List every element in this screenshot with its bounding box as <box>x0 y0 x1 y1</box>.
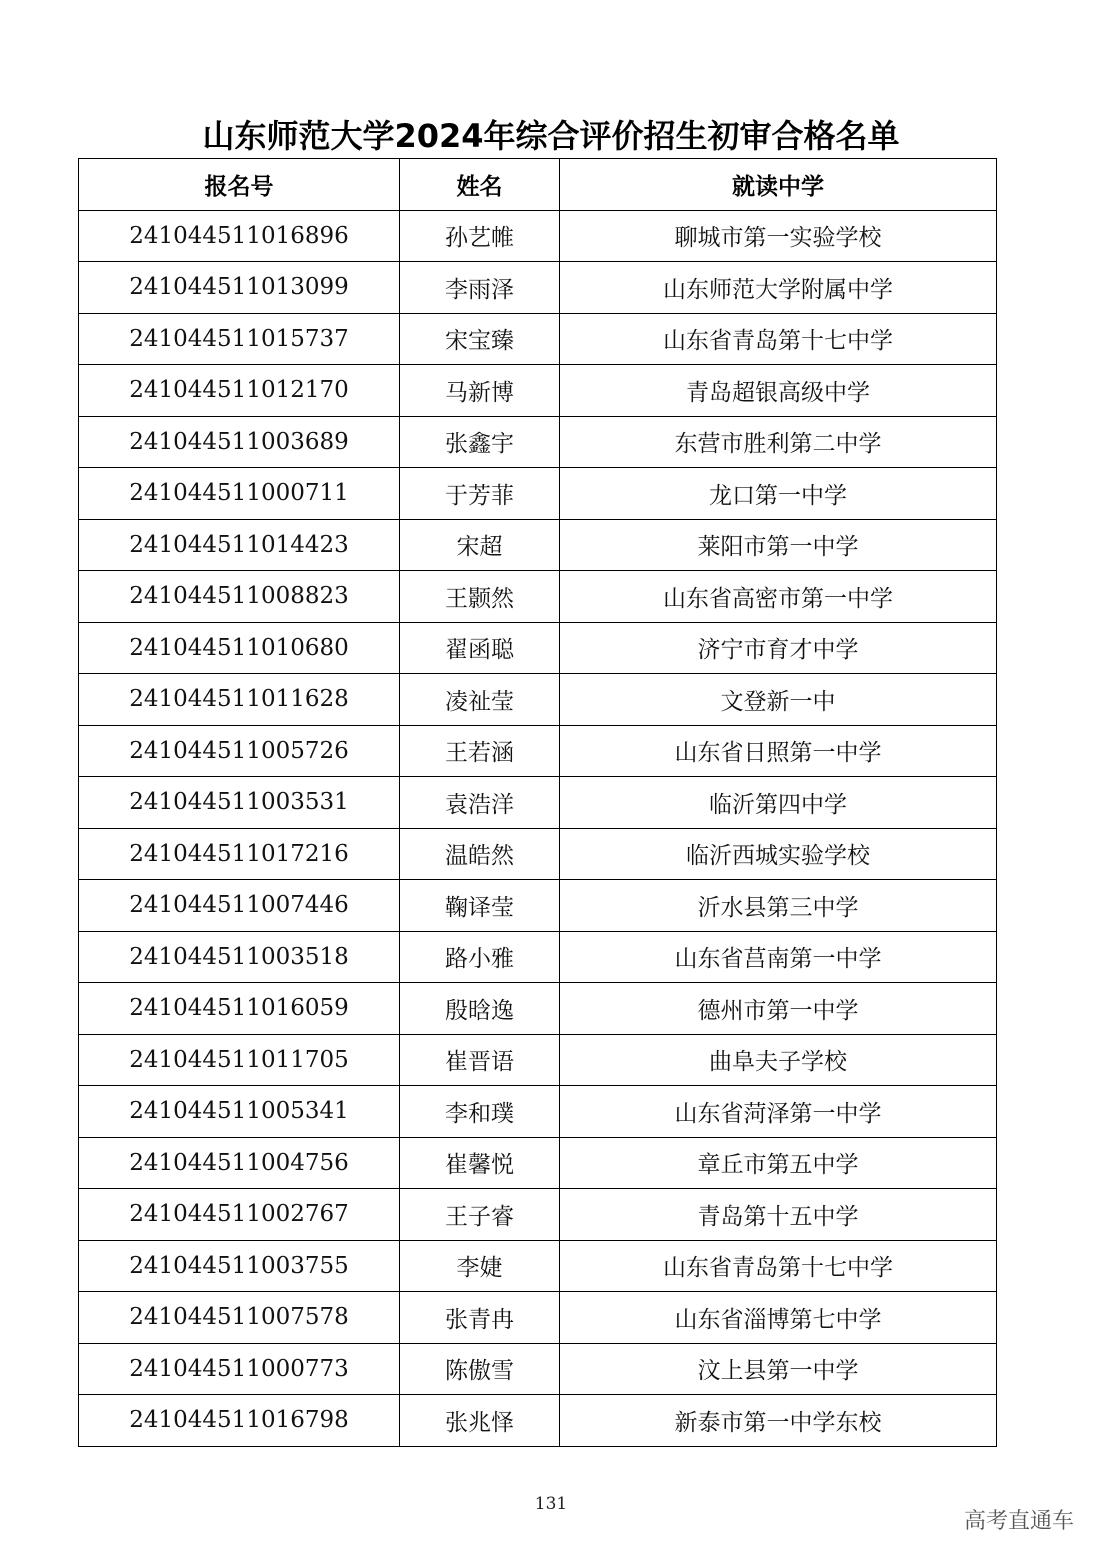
cell-student-name: 温皓然 <box>400 828 560 880</box>
table-row <box>79 210 997 262</box>
cell-student-name: 马新博 <box>400 365 560 417</box>
table-row <box>79 1034 997 1086</box>
table-row <box>79 468 997 520</box>
document-title: 山东师范大学2024年综合评价招生初审合格名单 <box>202 117 900 155</box>
table-row <box>79 1137 997 1189</box>
table-row <box>79 416 997 468</box>
header-school: 就读中学 <box>560 159 997 211</box>
cell-registration-number: 241044511012170 <box>79 365 400 417</box>
table-row <box>79 1189 997 1241</box>
cell-registration-number: 241044511003755 <box>79 1240 400 1292</box>
table-row <box>79 571 997 623</box>
cell-school: 德州市第一中学 <box>560 983 997 1035</box>
cell-student-name: 宋宝臻 <box>400 313 560 365</box>
cell-registration-number: 241044511016059 <box>79 983 400 1035</box>
cell-school: 东营市胜利第二中学 <box>560 416 997 468</box>
table-row <box>79 880 997 932</box>
table-row <box>79 777 997 829</box>
cell-student-name: 殷晗逸 <box>400 983 560 1035</box>
cell-registration-number: 241044511007446 <box>79 880 400 932</box>
table-row <box>79 622 997 674</box>
table-row <box>79 931 997 983</box>
cell-student-name: 于芳菲 <box>400 468 560 520</box>
cell-school: 莱阳市第一中学 <box>560 519 997 571</box>
table-body <box>79 210 997 1446</box>
cell-registration-number: 241044511000773 <box>79 1343 400 1395</box>
cell-student-name: 张鑫宇 <box>400 416 560 468</box>
cell-school: 山东省菏泽第一中学 <box>560 1086 997 1138</box>
cell-registration-number: 241044511016896 <box>79 210 400 262</box>
table-row <box>79 1292 997 1344</box>
cell-student-name: 张青冉 <box>400 1292 560 1344</box>
cell-registration-number: 241044511010680 <box>79 622 400 674</box>
cell-registration-number: 241044511003531 <box>79 777 400 829</box>
cell-registration-number: 241044511003689 <box>79 416 400 468</box>
cell-school: 沂水县第三中学 <box>560 880 997 932</box>
cell-student-name: 翟函聪 <box>400 622 560 674</box>
cell-student-name: 李婕 <box>400 1240 560 1292</box>
cell-school: 文登新一中 <box>560 674 997 726</box>
cell-registration-number: 241044511007578 <box>79 1292 400 1344</box>
cell-student-name: 李和璞 <box>400 1086 560 1138</box>
cell-registration-number: 241044511017216 <box>79 828 400 880</box>
cell-school: 青岛超银高级中学 <box>560 365 997 417</box>
table-row <box>79 365 997 417</box>
cell-school: 山东省莒南第一中学 <box>560 931 997 983</box>
qualified-list-table <box>78 158 997 1447</box>
cell-registration-number: 241044511005726 <box>79 725 400 777</box>
cell-school: 山东省青岛第十七中学 <box>560 1240 997 1292</box>
cell-student-name: 王颢然 <box>400 571 560 623</box>
cell-registration-number: 241044511016798 <box>79 1395 400 1447</box>
cell-student-name: 宋超 <box>400 519 560 571</box>
cell-registration-number: 241044511002767 <box>79 1189 400 1241</box>
cell-registration-number: 241044511005341 <box>79 1086 400 1138</box>
cell-school: 曲阜夫子学校 <box>560 1034 997 1086</box>
header-name: 姓名 <box>400 159 560 211</box>
cell-student-name: 陈傲雪 <box>400 1343 560 1395</box>
table-row <box>79 262 997 314</box>
cell-student-name: 凌祉莹 <box>400 674 560 726</box>
cell-student-name: 张兆怿 <box>400 1395 560 1447</box>
table-row <box>79 1240 997 1292</box>
cell-school: 济宁市育才中学 <box>560 622 997 674</box>
table-row <box>79 983 997 1035</box>
cell-school: 山东省淄博第七中学 <box>560 1292 997 1344</box>
cell-student-name: 王若涵 <box>400 725 560 777</box>
cell-registration-number: 241044511004756 <box>79 1137 400 1189</box>
cell-student-name: 王子睿 <box>400 1189 560 1241</box>
cell-student-name: 孙艺帷 <box>400 210 560 262</box>
table-row <box>79 674 997 726</box>
cell-registration-number: 241044511015737 <box>79 313 400 365</box>
cell-registration-number: 241044511011628 <box>79 674 400 726</box>
cell-registration-number: 241044511013099 <box>79 262 400 314</box>
cell-school: 汶上县第一中学 <box>560 1343 997 1395</box>
table-row <box>79 1343 997 1395</box>
cell-school: 新泰市第一中学东校 <box>560 1395 997 1447</box>
cell-student-name: 鞠译莹 <box>400 880 560 932</box>
cell-school: 青岛第十五中学 <box>560 1189 997 1241</box>
cell-school: 山东师范大学附属中学 <box>560 262 997 314</box>
cell-registration-number: 241044511000711 <box>79 468 400 520</box>
header-registration-number: 报名号 <box>79 159 400 211</box>
cell-school: 临沂第四中学 <box>560 777 997 829</box>
cell-school: 龙口第一中学 <box>560 468 997 520</box>
cell-student-name: 李雨泽 <box>400 262 560 314</box>
cell-school: 临沂西城实验学校 <box>560 828 997 880</box>
cell-school: 山东省高密市第一中学 <box>560 571 997 623</box>
cell-registration-number: 241044511008823 <box>79 571 400 623</box>
table-row <box>79 313 997 365</box>
table-row <box>79 725 997 777</box>
table-row <box>79 1395 997 1447</box>
table-row <box>79 519 997 571</box>
page-number: 131 <box>534 1494 568 1514</box>
watermark-text: 高考直通车 <box>963 1509 1074 1534</box>
cell-student-name: 崔馨悦 <box>400 1137 560 1189</box>
table-row <box>79 828 997 880</box>
cell-school: 山东省日照第一中学 <box>560 725 997 777</box>
cell-registration-number: 241044511003518 <box>79 931 400 983</box>
cell-school: 山东省青岛第十七中学 <box>560 313 997 365</box>
cell-student-name: 路小雅 <box>400 931 560 983</box>
table-header-row <box>79 159 997 211</box>
cell-school: 聊城市第一实验学校 <box>560 210 997 262</box>
cell-student-name: 崔晋语 <box>400 1034 560 1086</box>
cell-student-name: 袁浩洋 <box>400 777 560 829</box>
cell-registration-number: 241044511011705 <box>79 1034 400 1086</box>
cell-registration-number: 241044511014423 <box>79 519 400 571</box>
cell-school: 章丘市第五中学 <box>560 1137 997 1189</box>
table-row <box>79 1086 997 1138</box>
